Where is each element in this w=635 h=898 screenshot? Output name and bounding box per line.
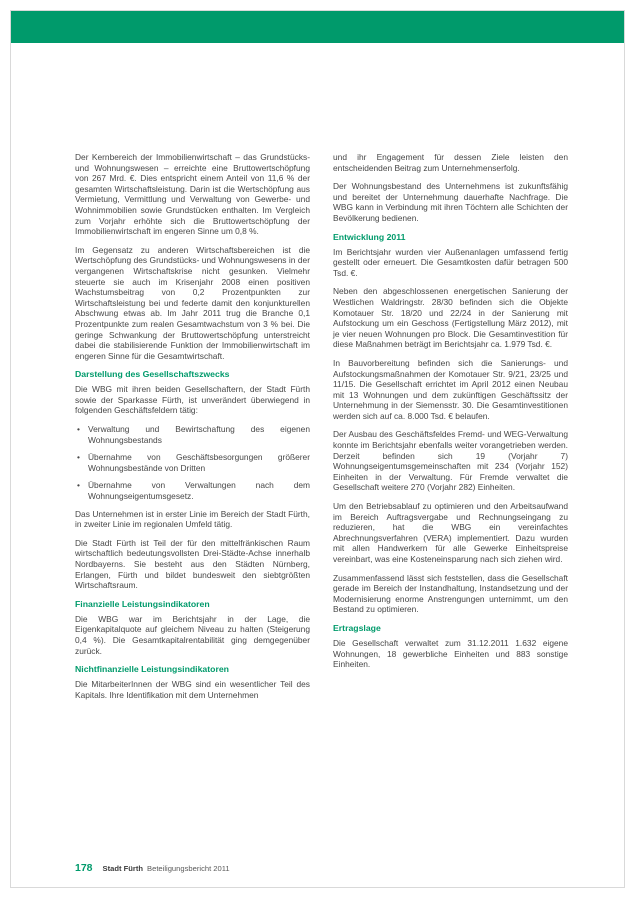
footer-report-title: Beteiligungsbericht 2011 <box>147 864 230 873</box>
two-column-content <box>75 152 569 708</box>
section-heading: Finanzielle Leistungsindikatoren <box>75 598 210 609</box>
bullet-item-text: Übernahme von Geschäftsbesorgungen größerer Wohnungsbestände von Dritten <box>88 452 310 473</box>
bullet-item-text: Verwaltung und Bewirtschaftung des eigenen Wohnungsbestands <box>88 424 310 445</box>
paragraph: Die Stadt Fürth ist Teil der für den mittelfränkischen Raum wirtschaftlich bedeutungsvollsten Drei-Städte-Achse innerhalb Nordbayerns. Sie besteht aus den Städten Nürnberg, Erlangen, Fürth und bildet bundesweit den siebtgrößten Wirtschaftsraum. <box>75 537 310 591</box>
bullet-item-text: Übernahme von Verwaltungen nach dem Wohnungseigentumsgesetz. <box>88 480 310 502</box>
section-heading: Nichtfinanzielle Leistungsindikatoren <box>75 664 229 675</box>
bullet-icon <box>75 480 88 501</box>
section-heading: Darstellung des Gesellschaftszwecks <box>75 369 230 380</box>
paragraph: Das Unternehmen ist in erster Linie im Bereich der Stadt Fürth, in zweiter Linie im regionalen Umfeld tätig. <box>75 508 310 530</box>
bullet-list-item <box>75 480 310 501</box>
paragraph: Der Kernbereich der Immobilienwirtschaft – das Grundstücks- und Wohnungswesen – erreichte eine Bruttowertschöpfung von 267 Mrd. €. Dies entspricht einem Anteil von 11,6 % der gesamten Wirtschaftsleistung. Darin ist die Wertschöpfung aus Vermietung, Vermittlung und Verwaltung von Gewerbe- und Wohnimmobilien sowie Grundstücken enthalten. Im Vergleich zum Vorjahr erhöhte sich die Bruttowertschöpfung der Immobilienwirtschaft im engeren Sinne um 0,8 %. <box>75 152 310 237</box>
paragraph: In Bauvorbereitung befinden sich die Sanierungs- und Aufstockungsmaßnahmen der Komotauer Str. 9/21, 23/25 und 11/15. Die Gesellschaft errichtet im April 2012 einen Neubau mit 13 Wohnungen und dem zukünftigen Geschäftssitz der Unternehmung in der Siemensstr. 30. Die Gesamtinvestitionen werden sich auf ca. 8.000 Tsd. € belaufen. <box>333 357 568 421</box>
paragraph: Die MitarbeiterInnen der WBG sind ein wesentlicher Teil des Kapitals. Ihre Identifikation mit dem Unternehmen <box>75 679 310 700</box>
left-column <box>75 152 310 708</box>
paragraph: Im Gegensatz zu anderen Wirtschaftsbereichen ist die Wertschöpfung des Grundstücks- und Wohnungswesens in der vergangenen Wirtschaftskrise nicht gesunken. Vielmehr steuerte sie auch im Krisenjahr 2008 einen positiven Wachstumsbeitrag von 0,2 Prozentpunkten zur Wirtschaftsleistung bei und federte damit den konjunkturellen Abschwung etwas ab. Im Jahr 2011 trug die Branche 0,1 Prozentpunkte zum realen Gesamtwachstum von 3 % bei. Die geringe Schwankung der Bruttowertschöpfung unterstreicht dabei die stabilisierende Funktion der Immobilienwirtschaft im engeren Sinne für die Gesamtwirtschaft. <box>75 244 310 361</box>
report-page <box>10 10 625 888</box>
page-number: 178 <box>75 862 93 874</box>
bullet-list-item <box>75 452 310 473</box>
bullet-list-item <box>75 424 310 445</box>
paragraph: Der Wohnungsbestand des Unternehmens ist zukunftsfähig und bereitet der Unternehmung dauerhafte Nachfrage. Die WBG kann in Verbindung mit ihren Töchtern alle Schichten der Bevölkerung bedienen. <box>333 181 568 223</box>
paragraph: Um den Betriebsablauf zu optimieren und den Arbeitsaufwand im Bereich Auftragsvergabe und Rechnungseingang zu reduzieren, hat die WBG ein vereinfachtes Abrechnungsverfahren (VERA) implementiert. Dazu wurden mit allen Handwerkern für alle Gewerke Einheitspreise vereinbart, was eine Kosteneinsparung nach sich ziehen wird. <box>333 501 568 564</box>
bullet-icon <box>75 424 88 445</box>
paragraph: Die WBG war im Berichtsjahr in der Lage, die Eigenkapitalquote auf gleichem Niveau zu halten (Steigerung 0,4 %). Die Gesamtkapitalrentabilität ging demgegenüber zurück. <box>75 613 310 656</box>
paragraph: Neben den abgeschlossenen energetischen Sanierung der Westlichen Waldringstr. 28/30 befinden sich die Objekte Komotauer Str. 18/20 und 22/24 in der Sanierung mit Aufstockung um ein Geschoss (Fertigstellung März 2012), mit je vier neuen Wohnungen pro Block. Die Gesamtinvestition für diese Maßnahmen beträgt im Berichtsjahr ca. 1.979 Tsd. €. <box>333 286 568 350</box>
right-column <box>333 152 568 708</box>
section-heading: Entwicklung 2011 <box>333 231 406 242</box>
paragraph: Der Ausbau des Geschäftsfeldes Fremd- und WEG-Verwaltung konnte im Berichtsjahr ebenfalls weiter vorangetrieben werden. Derzeit befinden sich 19 (Vorjahr 7) Wohnungseigentumsgemeinschaften mit 234 (Vorjahr 152) Einheiten in der Verwaltung. Für Fremde verwaltet die Gesellschaft weitere 270 (Vorjahr 282) Einheiten. <box>333 429 568 493</box>
paragraph: und ihr Engagement für dessen Ziele leisten den entscheidenden Beitrag zum Unternehmenserfolg. <box>333 152 568 173</box>
paragraph: Die Gesellschaft verwaltet zum 31.12.2011 1.632 eigene Wohnungen, 18 gewerbliche Einheiten und 883 sonstige Einheiten. <box>333 637 568 670</box>
page-footer <box>75 862 230 874</box>
paragraph: Die WBG mit ihren beiden Gesellschaftern, der Stadt Fürth sowie der Sparkasse Fürth, ist unverändert überwiegend in folgenden Geschäftsfeldern tätig: <box>75 384 310 416</box>
bullet-icon <box>75 452 88 473</box>
footer-publisher: Stadt Fürth <box>102 864 144 873</box>
header-color-band <box>11 11 624 43</box>
paragraph: Im Berichtsjahr wurden vier Außenanlagen umfassend fertig gestellt oder erneuert. Die Gesamtkosten dafür betragen 500 Tsd. €. <box>333 246 568 278</box>
section-heading: Ertragslage <box>333 622 381 633</box>
paragraph: Zusammenfassend lässt sich feststellen, dass die Gesellschaft gerade im Bereich der Instandhaltung, Instandsetzung und der Modernisierung enorme Anstrengungen unternimmt, um den Bestand zu optimieren. <box>333 572 568 615</box>
